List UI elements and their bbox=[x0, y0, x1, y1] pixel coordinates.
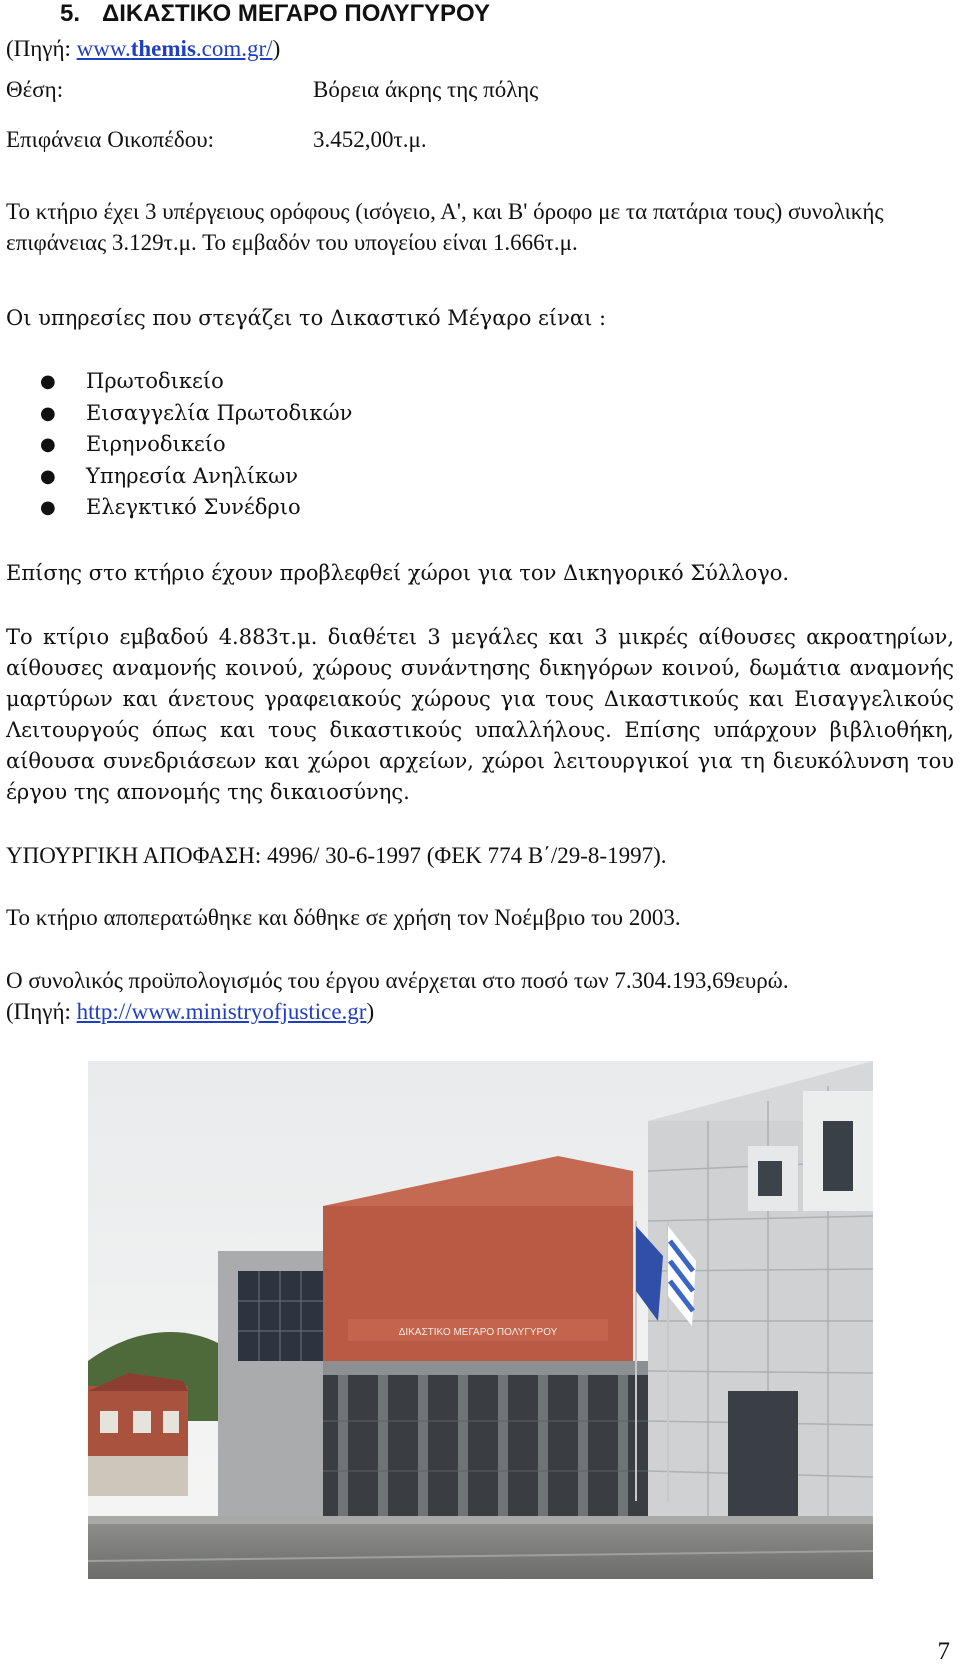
plot-area-label: Επιφάνεια Οικοπέδου: bbox=[6, 127, 214, 152]
services-intro: Οι υπηρεσίες που στεγάζει το Δικαστικό Μέγαρο είναι : bbox=[6, 306, 607, 330]
list-item: ● Εισαγγελία Πρωτοδικών bbox=[40, 398, 352, 430]
location-value: Βόρεια άκρης της πόλης bbox=[313, 77, 539, 102]
plot-area-value: 3.452,00τ.μ. bbox=[313, 127, 427, 152]
building-sign-text: ΔΙΚΑΣΤΙΚΟ ΜΕΓΑΡΟ ΠΟΛΥΓΥΡΟΥ bbox=[398, 1327, 558, 1338]
bar-association-paragraph: Επίσης στο κτήριο έχουν προβλεφθεί χώροι για τον Δικηγορικό Σύλλογο. bbox=[6, 561, 790, 585]
page-number: 7 bbox=[937, 1638, 950, 1665]
section-heading bbox=[60, 0, 490, 28]
section-title: ΔΙΚΑΣΤΙΚΟ ΜΕΓΑΡΟ ΠΟΛΥΓΥΡΟΥ bbox=[102, 0, 491, 27]
location-label: Θέση: bbox=[6, 77, 64, 102]
ministry-link[interactable]: http://www.ministryofjustice.gr bbox=[76, 999, 367, 1024]
section-number: 5. bbox=[60, 0, 81, 27]
list-item: ● Ελεγκτικό Συνέδριο bbox=[40, 492, 352, 524]
themis-link[interactable]: www.themis.com.gr/ bbox=[76, 36, 273, 61]
courthouse-photo bbox=[88, 1061, 873, 1579]
services-list bbox=[40, 366, 352, 524]
bullet-icon: ● bbox=[40, 434, 56, 455]
list-item: ● Υπηρεσία Ανηλίκων bbox=[40, 461, 352, 493]
bullet-icon: ● bbox=[40, 497, 56, 518]
delivery-paragraph: Το κτήριο αποπερατώθηκε και δόθηκε σε χρήση τον Νοέμβριο του 2003. bbox=[6, 905, 681, 930]
building-floors-paragraph: Το κτήριο έχει 3 υπέργειους ορόφους (ισόγειο, Α', και Β' όροφο με τα πατάρια τους) συνολικής επιφάνειας 3.129τ.μ. Το εμβαδόν του υπογείου είναι 1.666τ.μ. bbox=[6, 199, 884, 255]
ministerial-decision: ΥΠΟΥΡΓΙΚΗ ΑΠΟΦΑΣΗ: 4996/ 30-6-1997 (ΦΕΚ 774 Β΄/29-8-1997). bbox=[6, 843, 667, 868]
source-line-1: (Πηγή: www.themis.com.gr/) bbox=[6, 36, 281, 61]
facilities-paragraph: Το κτίριο εμβαδού 4.883τ.μ. διαθέτει 3 μεγάλες και 3 μικρές αίθουσες ακροατηρίων, αίθουσες αναμονής κοινού, χώρους συνάντησης δικηγόρων κοινού, δωμάτια αναμονής μαρτύρων και άνετους γραφειακούς χώρους για τους Δικαστικούς και Εισαγγελικούς Λειτουργούς όπως και τους δικαστικούς υπαλλήλους. Επίσης υπάρχουν βιβλιοθήκη, αίθουσα συνεδριάσεων και χώροι αρχείων, χώροι λειτουργικοί για τη διευκόλυνση του έργου της απονομής της δικαιοσύνης. bbox=[6, 625, 954, 804]
bullet-icon: ● bbox=[40, 465, 56, 487]
list-item: ● Πρωτοδικείο bbox=[40, 366, 352, 398]
bullet-icon: ● bbox=[40, 402, 56, 424]
list-item: ● Ειρηνοδικείο bbox=[40, 429, 352, 461]
bullet-icon: ● bbox=[40, 371, 56, 392]
budget-paragraph: Ο συνολικός προϋπολογισμός του έργου ανέρχεται στο ποσό των 7.304.193,69ευρώ. (Πηγή: http://www.ministryofjustice.gr) bbox=[6, 968, 789, 1024]
